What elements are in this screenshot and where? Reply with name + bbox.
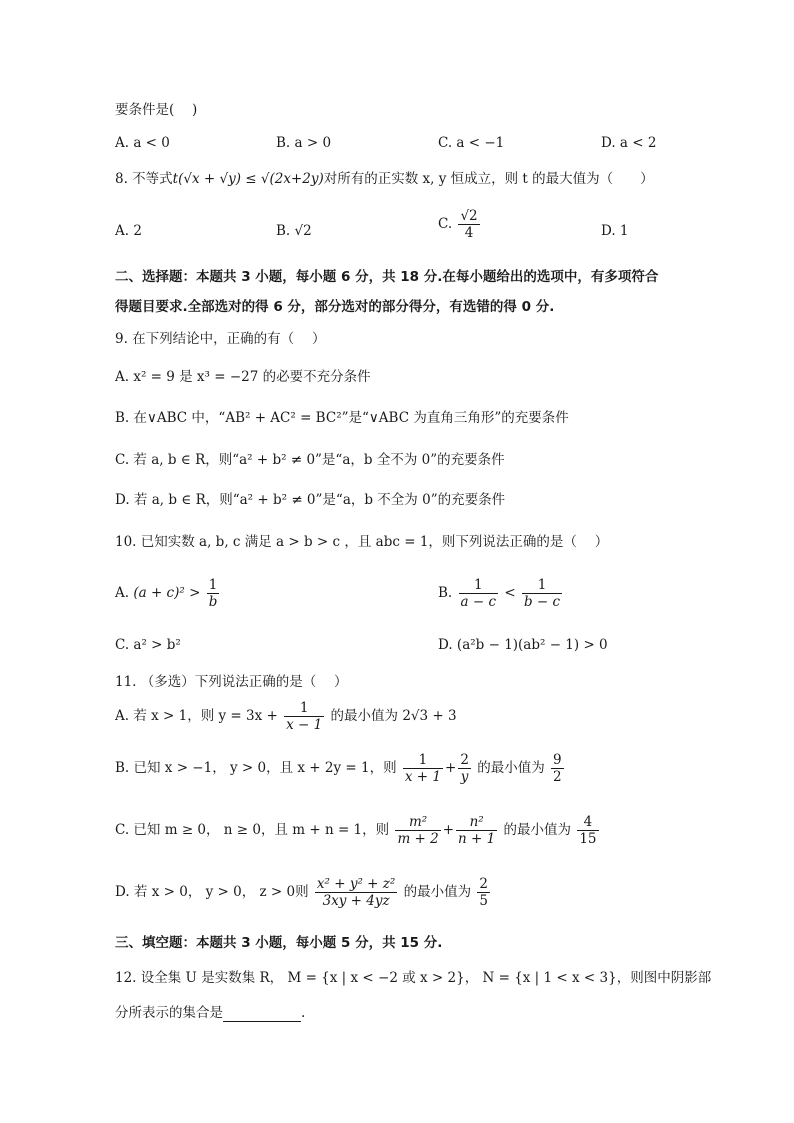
fraction-numerator: 4 (577, 814, 598, 831)
fraction-numerator: 1 (207, 577, 220, 594)
q11-option-b-pre: B. 已知 x > −1， y > 0，且 x + 2y = 1，则 (115, 760, 397, 776)
fraction-numerator: x² + y² + z² (316, 876, 396, 892)
fraction-denominator: b − c (523, 594, 561, 610)
q12-line2-post: . (301, 1005, 306, 1021)
q10-option-c: C. a² > b² (115, 637, 181, 653)
q11-option-a-post: 的最小值为 2√3 + 3 (330, 708, 457, 724)
q11-option-c-fraction-1 (395, 814, 440, 847)
q8-option-c (438, 208, 482, 241)
q9-option-b: B. 在∨ABC 中，“AB² + AC² = BC²”是“∨ABC 为直角三角形”的充要条件 (115, 410, 569, 426)
plus-sign: + (445, 760, 457, 776)
fraction-denominator: b (208, 594, 218, 610)
q7-option-d: D. a < 2 (601, 135, 657, 151)
q11-option-a-fraction (284, 700, 324, 733)
q11-option-b-fraction-1 (403, 752, 443, 785)
q8-option-a: A. 2 (115, 223, 142, 239)
q7-option-b: B. a > 0 (276, 135, 332, 151)
q10-stem: 10. 已知实数 a, b, c 满足 a > b > c ，且 abc = 1，则下列说法正确的是（ ） (115, 534, 609, 550)
fraction-denominator: 2 (553, 769, 562, 785)
fraction-numerator: 1 (403, 752, 443, 769)
q11-option-a (115, 700, 457, 733)
q12-line2 (115, 1004, 305, 1022)
q11-option-d-pre: D. 若 x > 0， y > 0， z > 0则 (115, 884, 309, 900)
q11-option-c (115, 814, 601, 847)
q8-suffix: 对所有的正实数 x, y 恒成立，则 t 的最大值为（ ） (323, 171, 654, 187)
q9-option-c: C. 若 a, b ∈ R，则“a² + b² ≠ 0”是“a，b 全不为 0”的充要条件 (115, 452, 505, 468)
q8-stem (115, 170, 654, 188)
fraction-numerator: 1 (284, 700, 324, 717)
q11-option-c-pre: C. 已知 m ≥ 0， n ≥ 0，且 m + n = 1，则 (115, 822, 390, 838)
q10-option-b-label: B. (438, 585, 453, 601)
q11-option-d-mid: 的最小值为 (403, 884, 472, 900)
q9-option-d: D. 若 a, b ∈ R，则“a² + b² ≠ 0”是“a，b 不全为 0”的充要条件 (115, 492, 506, 508)
fraction-denominator: x + 1 (404, 769, 442, 785)
q11-stem: 11. （多选）下列说法正确的是（ ） (115, 674, 348, 690)
q11-option-a-pre: A. 若 x > 1，则 y = 3x + (115, 708, 278, 724)
fraction-denominator: 3xy + 4yz (322, 893, 390, 909)
q7-option-c: C. a < −1 (438, 135, 505, 151)
fraction-numerator: 9 (553, 752, 562, 768)
section-3-heading: 三、填空题：本题共 3 小题，每小题 5 分，共 15 分. (115, 935, 443, 951)
fraction-denominator: 5 (479, 893, 488, 909)
fraction-numerator: n² (456, 814, 497, 831)
q10-option-a-label: A. (115, 585, 130, 601)
q7-tail: 要条件是( ) (115, 102, 198, 118)
section-2-heading-line1: 二、选择题：本题共 3 小题，每小题 6 分，共 18 分.在每小题给出的选项中，有多项符合 (115, 269, 659, 285)
fraction-denominator: y (460, 769, 469, 785)
q11-option-c-mid: 的最小值为 (503, 822, 572, 838)
q11-option-d (115, 876, 492, 909)
fraction-numerator: 2 (479, 876, 488, 892)
fraction-numerator: 1 (459, 577, 499, 594)
fraction-denominator: 4 (464, 225, 474, 241)
q9-option-a: A. x² = 9 是 x³ = −27 的必要不充分条件 (115, 369, 371, 385)
fraction-numerator: √2 (460, 208, 478, 224)
fraction-numerator: 2 (460, 752, 469, 768)
section-2-heading-line2: 得题目要求.全部选对的得 6 分，部分选对的部分得分，有选错的得 0 分. (115, 299, 555, 315)
q10-option-b-fraction-2 (522, 577, 562, 610)
q10-option-b-relation: < (504, 585, 516, 601)
fraction-denominator: n + 1 (458, 831, 496, 847)
q10-option-a-fraction (207, 577, 220, 610)
q10-option-a-expr: (a + c)² > (133, 585, 201, 601)
q11-option-c-answer-fraction (577, 814, 598, 847)
q10-option-d: D. (a²b − 1)(ab² − 1) > 0 (438, 637, 608, 653)
fraction-denominator: m + 2 (397, 831, 439, 847)
q8-option-b: B. √2 (276, 223, 312, 239)
q11-option-d-answer-fraction (477, 876, 490, 909)
q12-line2-pre: 分所表示的集合是 (115, 1005, 223, 1021)
q9-stem: 9. 在下列结论中，正确的有（ ） (115, 331, 326, 347)
q11-option-b-fraction-2 (458, 752, 471, 785)
q8-prefix: 8. 不等式 (115, 171, 173, 187)
fraction-denominator: x − 1 (286, 717, 323, 733)
fraction-denominator: 15 (579, 831, 597, 847)
q11-option-d-fraction (315, 876, 397, 909)
q11-option-b (115, 752, 566, 785)
q8-option-c-fraction (458, 208, 479, 241)
fraction-denominator: a − c (460, 594, 497, 610)
q12-line1: 12. 设全集 U 是实数集 R， M = {x | x < −2 或 x > 2}， N = {x | 1 < x < 3}，则图中阴影部 (115, 970, 712, 986)
q8-option-d: D. 1 (601, 223, 629, 239)
fraction-numerator: m² (395, 814, 440, 831)
q10-option-b (438, 577, 564, 610)
q11-option-b-answer-fraction (551, 752, 564, 785)
q10-option-a (115, 577, 221, 610)
q11-option-c-fraction-2 (456, 814, 497, 847)
fraction-numerator: 1 (522, 577, 562, 594)
plus-sign: + (442, 822, 455, 838)
q7-option-a: A. a < 0 (115, 135, 170, 151)
q11-option-b-mid: 的最小值为 (477, 760, 545, 776)
answer-blank[interactable] (223, 1007, 301, 1022)
q10-option-b-fraction-1 (459, 577, 499, 610)
q8-option-c-label: C. (438, 216, 453, 232)
q8-inequality: t(√x + √y) ≤ √(2x+2y) (172, 171, 324, 187)
